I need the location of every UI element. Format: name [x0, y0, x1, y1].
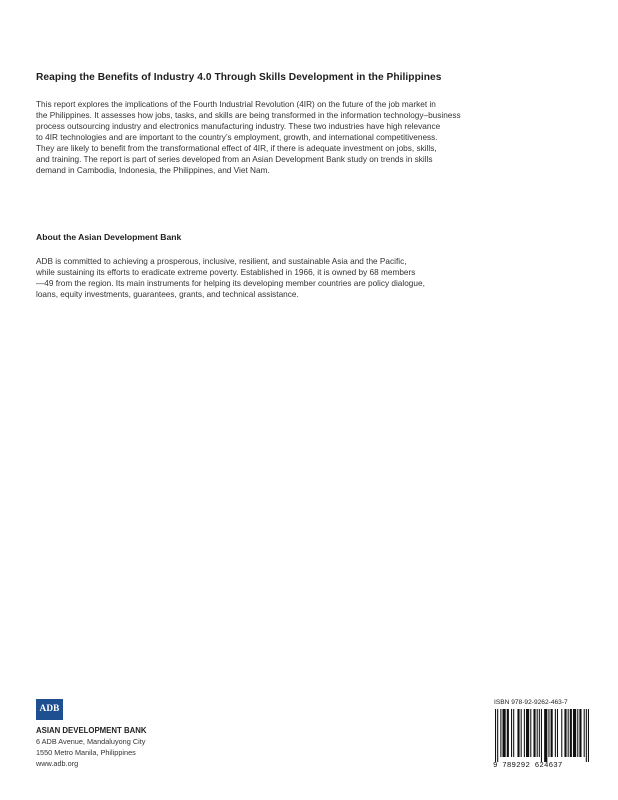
- about-heading: About the Asian Development Bank: [36, 232, 182, 242]
- summary-line: the Philippines. It assesses how jobs, tasks, and skills are being transformed in the information technology–business: [36, 111, 461, 121]
- summary-line: and training. The report is part of series developed from an Asian Development Bank study on trends in skills: [36, 155, 433, 165]
- isbn-label: ISBN 978-92-9262-463-7: [494, 699, 568, 706]
- barcode-icon: [495, 709, 589, 762]
- publisher-name: ASIAN DEVELOPMENT BANK: [36, 726, 147, 735]
- adb-logo: ADB: [36, 699, 63, 720]
- summary-line: to 4IR technologies and are important to the country’s employment, growth, and international competitiveness.: [36, 133, 438, 143]
- summary-line: demand in Cambodia, Indonesia, the Philippines, and Viet Nam.: [36, 166, 270, 176]
- publisher-address-block: [36, 725, 256, 769]
- barcode-digits: 9 789292 624637: [493, 762, 563, 770]
- about-line: —49 from the region. Its main instruments for helping its developing member countries are policy dialogue,: [36, 279, 425, 289]
- about-line: loans, equity investments, guarantees, grants, and technical assistance.: [36, 290, 299, 300]
- address-line: 1550 Metro Manila, Philippines: [36, 748, 136, 757]
- address-line: 6 ADB Avenue, Mandaluyong City: [36, 737, 146, 746]
- report-summary: [36, 99, 530, 176]
- summary-line: This report explores the implications of the Fourth Industrial Revolution (4IR) on the future of the job market in: [36, 100, 436, 109]
- summary-line: They are likely to benefit from the transformational effect of 4IR, if there is adequate investment on jobs, skills,: [36, 144, 437, 154]
- about-line: while sustaining its efforts to eradicate extreme poverty. Established in 1966, it is owned by 68 members: [36, 268, 416, 278]
- about-line: ADB is committed to achieving a prosperous, inclusive, resilient, and sustainable Asia and the Pacific,: [36, 257, 407, 266]
- isbn-barcode-block: [493, 699, 591, 774]
- website-link[interactable]: www.adb.org: [36, 759, 79, 768]
- report-title: Reaping the Benefits of Industry 4.0 Through Skills Development in the Philippines: [36, 72, 442, 83]
- about-text: [36, 256, 494, 300]
- summary-line: process outsourcing industry and electronics manufacturing industry. These two industries have high relevance: [36, 122, 441, 132]
